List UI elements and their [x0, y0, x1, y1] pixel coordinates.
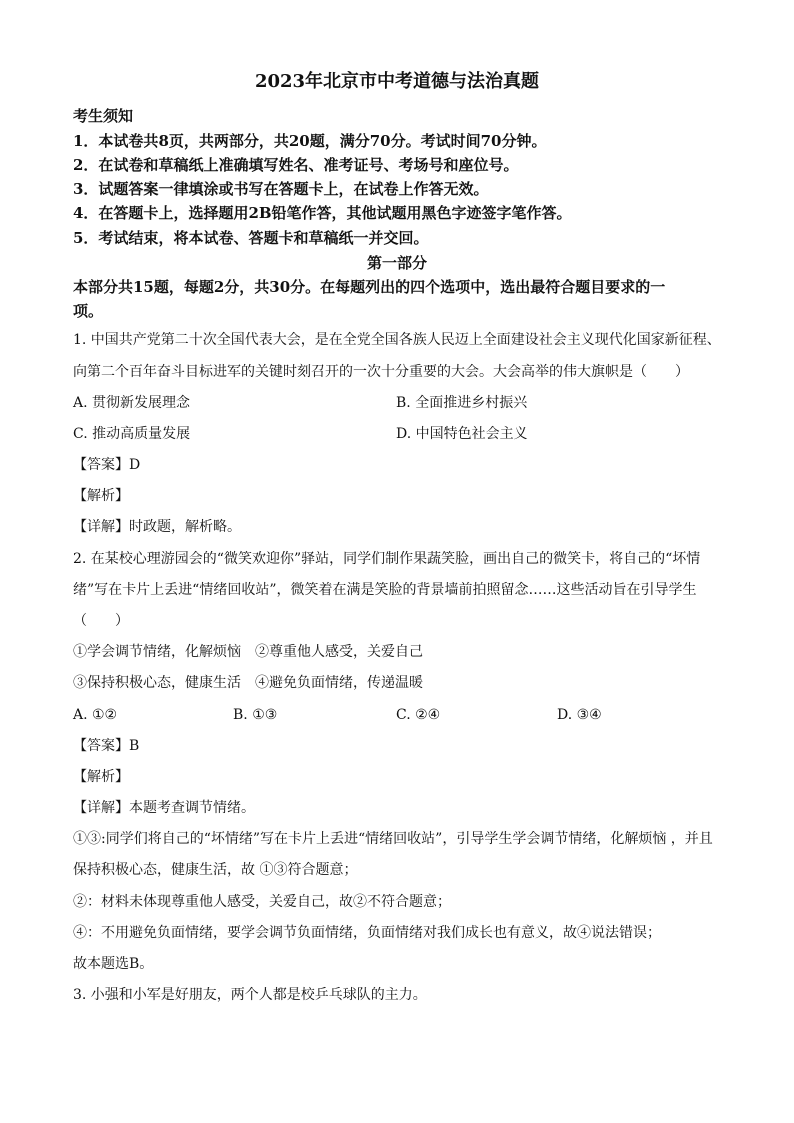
q3-stem-line1: 3. 小强和小军是好朋友，两个人都是校乒乓球队的主力。 — [73, 987, 427, 1003]
notice-item-5: 5．考试结束，将本试卷、答题卡和草稿纸一并交回。 — [73, 229, 429, 247]
q2-stem-line2: 绪”写在卡片上丢进“情绪回收站”，微笑着在满是笑脸的背景墙前拍照留念……这些活动旨在引导学生 — [73, 582, 697, 598]
q1-answer: 【答案】D — [73, 457, 141, 473]
q2-option-d: D. ③④ — [557, 707, 602, 723]
q1-option-c: C. 推动高质量发展 — [73, 426, 191, 442]
q1-option-b: B. 全面推进乡村振兴 — [396, 395, 528, 411]
q2-answer: 【答案】B — [73, 738, 140, 754]
notice-item-1: 1．本试卷共8页，共两部分，共20题，满分70分。考试时间70分钟。 — [73, 132, 547, 150]
q1-stem-line2: 向第二个百年奋斗目标进军的关键时刻召开的一次十分重要的大会。大会高举的伟大旗帜是（ ） — [73, 364, 689, 380]
document-title: 2023年北京市中考道德与法治真题 — [254, 71, 540, 92]
q2-explanation-line4: ④：不用避免负面情绪，要学会调节负面情绪，负面情绪对我们成长也有意义，故④说法错误； — [73, 925, 661, 941]
q2-statements-line1: ①学会调节情绪，化解烦恼 ②尊重他人感受，关爱自己 — [73, 644, 423, 660]
q2-option-c: C. ②④ — [396, 707, 441, 723]
notice-item-2: 2．在试卷和草稿纸上准确填写姓名、准考证号、考场号和座位号。 — [73, 156, 519, 174]
q2-conclusion: 故本题选B。 — [73, 956, 154, 972]
part1-heading: 第一部分 — [366, 254, 427, 272]
q1-analysis: 【解析】 — [73, 488, 129, 504]
q2-option-a: A. ①② — [73, 707, 118, 723]
q2-explanation-line3: ②：材料未体现尊重他人感受，关爱自己，故②不符合题意； — [73, 894, 451, 910]
q2-statements-line2: ③保持积极心态，健康生活 ④避免负面情绪，传递温暖 — [73, 675, 423, 691]
q2-analysis: 【解析】 — [73, 769, 129, 785]
q2-stem-line1: 2. 在某校心理游园会的“微笑欢迎你”驿站，同学们制作果蔬笑脸，画出自己的微笑卡，将自己的“坏情 — [73, 551, 701, 567]
q2-detail: 【详解】本题考查调节情绪。 — [73, 800, 255, 816]
q1-option-d: D. 中国特色社会主义 — [396, 426, 528, 442]
q2-option-b: B. ①③ — [233, 707, 278, 723]
q2-explanation-line1: ①③:同学们将自己的“坏情绪”写在卡片上丢进“情绪回收站”，引导学生学会调节情绪，化解烦恼 ，并且 — [73, 831, 713, 847]
q1-option-a: A. 贯彻新发展理念 — [73, 395, 191, 411]
notice-heading: 考生须知 — [73, 107, 134, 125]
notice-item-4: 4．在答题卡上，选择题用2B铅笔作答，其他试题用黑色字迹签字笔作答。 — [73, 204, 572, 222]
q1-stem-line1: 1. 中国共产党第二十次全国代表大会，是在全党全国各族人民迈上全面建设社会主义现代化国家新征程、 — [73, 332, 721, 348]
q2-explanation-line2: 保持积极心态，健康生活，故 ①③符合题意； — [73, 862, 358, 878]
notice-item-3: 3．试题答案一律填涂或书写在答题卡上，在试卷上作答无效。 — [73, 180, 489, 198]
q2-stem-line3: （ ） — [73, 613, 129, 629]
part1-intro-line1: 本部分共15题，每题2分，共30分。在每题列出的四个选项中，选出最符合题目要求的一 — [73, 278, 666, 296]
q1-detail: 【详解】时政题，解析略。 — [73, 519, 241, 535]
part1-intro-line2: 项。 — [73, 302, 104, 320]
